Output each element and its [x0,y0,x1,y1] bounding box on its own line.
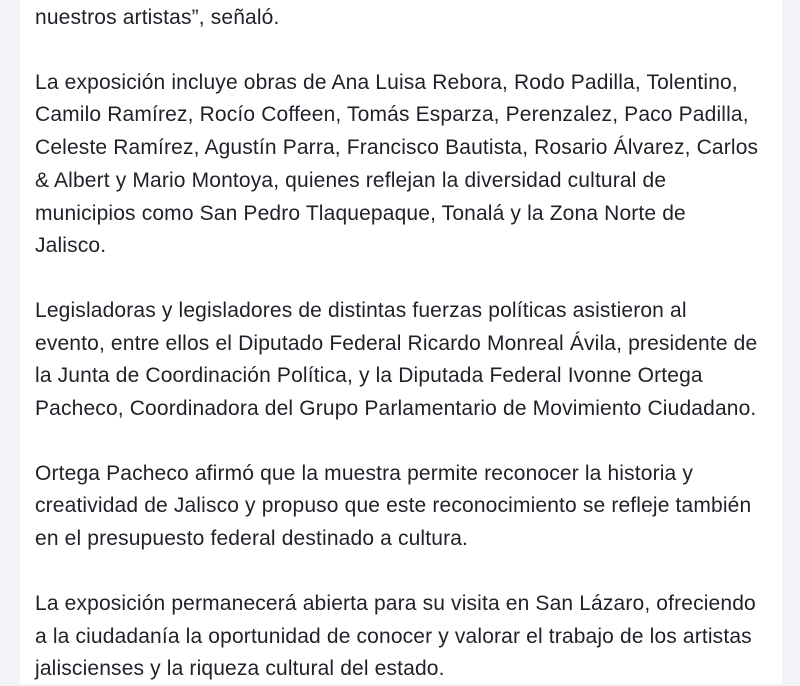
paragraph-legislators [35,295,770,426]
text-line: jaliscienses y la riqueza cultural del estado. [35,657,445,681]
paragraph-gap [35,426,770,458]
text-line: Legisladoras y legisladores de distintas fuerzas políticas asistieron al [35,298,687,322]
paragraph-gap [35,556,770,588]
text-line: & Albert y Mario Montoya, quienes reflejan la diversidad cultural de [35,168,667,192]
article-body [35,2,770,686]
text-line: La exposición incluye obras de Ana Luisa Rebora, Rodo Padilla, Tolentino, [35,70,738,94]
text-line: Celeste Ramírez, Agustín Parra, Francisco Bautista, Rosario Álvarez, Carlos [35,136,759,160]
text-line: evento, entre ellos el Diputado Federal Ricardo Monreal Ávila, presidente de [35,331,758,355]
paragraph-gap [35,263,770,295]
text-line: nuestros artistas”, señaló. [35,6,280,29]
text-line: la Junta de Coordinación Política, y la Diputada Federal Ivonne Ortega [35,364,703,388]
text-line: municipios como San Pedro Tlaquepaque, Tonalá y la Zona Norte de [35,201,686,225]
article-card [20,0,782,684]
text-line: Jalisco. [35,234,107,258]
paragraph-ortega [35,458,770,556]
paragraph-quote-end [35,2,770,35]
text-line: Ortega Pacheco afirmó que la muestra permite reconocer la historia y [35,461,694,485]
text-line: a la ciudadanía la oportunidad de conocer y valorar el trabajo de los artistas [35,624,752,648]
paragraph-gap [35,35,770,67]
text-line: en el presupuesto federal destinado a cultura. [35,527,469,551]
text-line: Pacheco, Coordinadora del Grupo Parlamentario de Movimiento Ciudadano. [35,397,757,421]
text-line: creatividad de Jalisco y propuso que este reconocimiento se refleje también [35,494,752,518]
text-line: Camilo Ramírez, Rocío Coffeen, Tomás Esparza, Perenzalez, Paco Padilla, [35,103,749,127]
paragraph-exhibition-open [35,588,770,686]
paragraph-artists [35,67,770,263]
text-line: La exposición permanecerá abierta para su visita en San Lázaro, ofreciendo [35,591,756,615]
